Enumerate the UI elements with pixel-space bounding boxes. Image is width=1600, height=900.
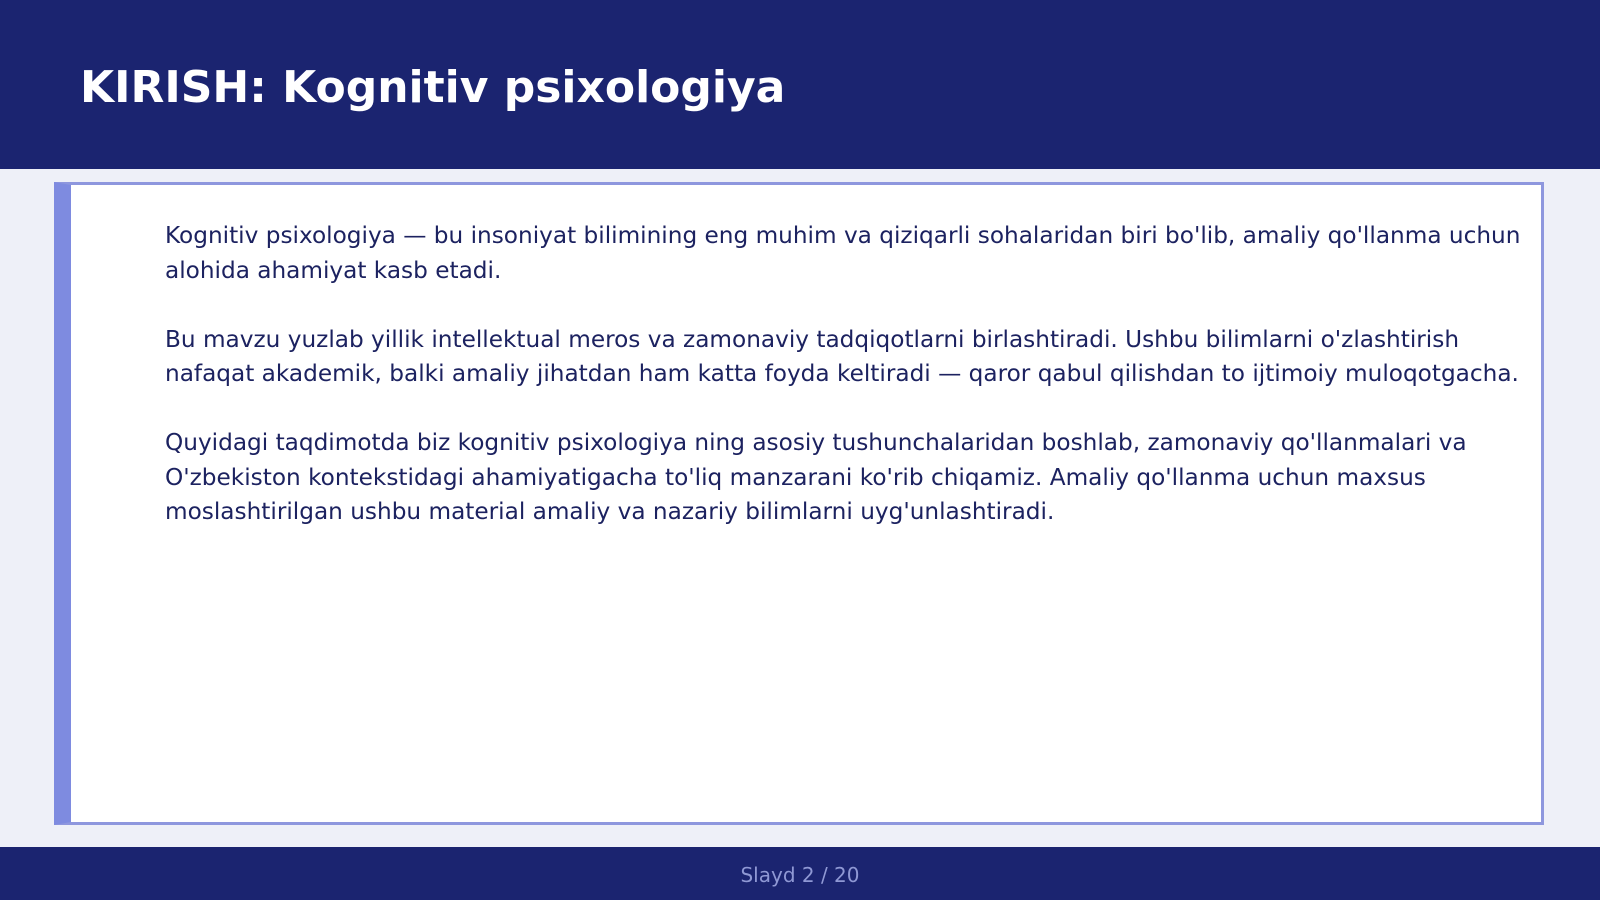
slide-body <box>165 219 1555 564</box>
slide-title: KIRISH: Kognitiv psixologiya <box>80 62 786 113</box>
slide-footer <box>0 847 1600 900</box>
slide-counter: Slayd 2 / 20 <box>740 863 860 887</box>
content-card <box>54 182 1544 825</box>
slide-header <box>0 0 1600 169</box>
body-paragraph-2: Bu mavzu yuzlab yillik intellektual meros va zamonaviy tadqiqotlarni birlashtiradi. Ushbu bilimlarni o'zlashtirish nafaqat akademik, balki amaliy jihatdan ham katta foyda keltiradi — qaror qabul qilishdan to ijtimoiy muloqotgacha. <box>165 325 1519 387</box>
body-paragraph-3: Quyidagi taqdimotda biz kognitiv psixologiya ning asosiy tushunchalaridan boshlab, zamonaviy qo'llanmalari va O'zbekiston kontekstidagi ahamiyatigacha to'liq manzarani ko'rib chiqamiz. Amaliy qo'llanma uchun maxsus moslashtirilgan ushbu material amaliy va nazariy bilimlarni uyg'unlashtiradi. <box>165 429 1467 525</box>
body-paragraph-1: Kognitiv psixologiya — bu insoniyat bilimining eng muhim va qiziqarli sohalaridan biri bo'lib, amaliy qo'llanma uchun alohida ahamiyat kasb etadi. <box>165 222 1521 284</box>
